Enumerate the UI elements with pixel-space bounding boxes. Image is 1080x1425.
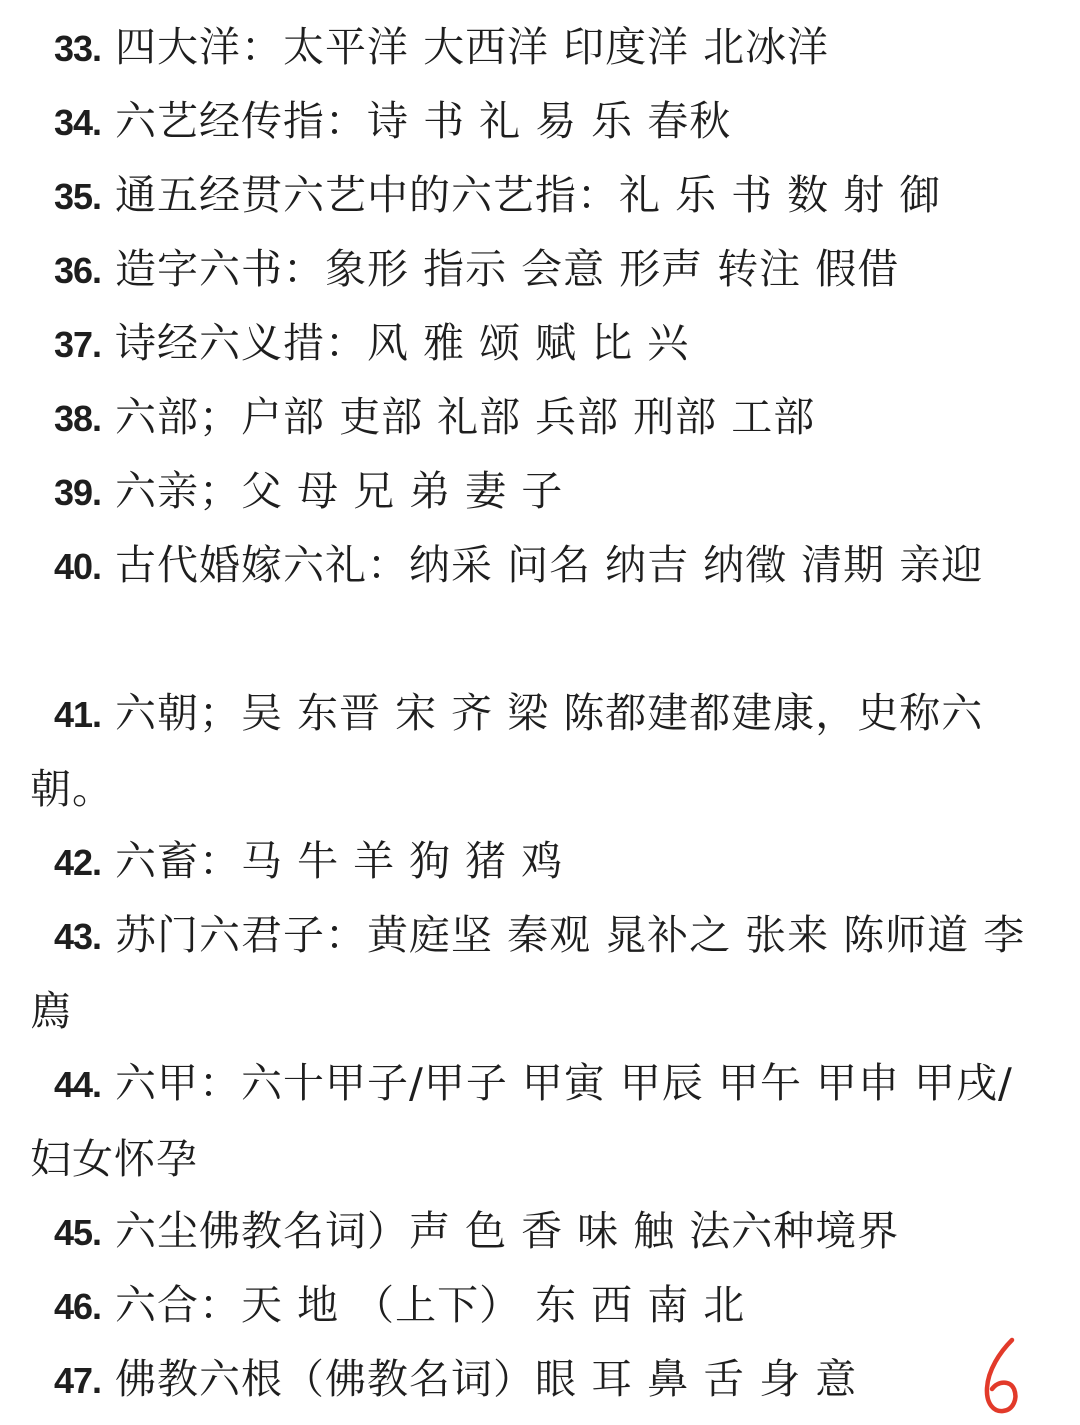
list-item bbox=[30, 528, 1040, 604]
item-text: 造字六书：象形 指示 会意 形声 转注 假借 bbox=[115, 245, 900, 293]
item-text: 六朝；吴 东晋 宋 齐 梁 陈都建都建康，史称六朝。 bbox=[30, 689, 984, 813]
item-number: 44. bbox=[54, 1064, 102, 1105]
item-number: 34. bbox=[54, 102, 102, 143]
item-number: 43. bbox=[54, 916, 102, 957]
item-text: 六合：天 地 （上下） 东 西 南 北 bbox=[115, 1281, 746, 1329]
item-number: 37. bbox=[54, 324, 102, 365]
list-item bbox=[30, 1194, 1040, 1270]
item-text: 六艺经传指：诗 书 礼 易 乐 春秋 bbox=[115, 97, 732, 145]
item-text: 四大洋：太平洋 大西洋 印度洋 北冰洋 bbox=[115, 23, 830, 71]
item-number: 42. bbox=[54, 842, 102, 883]
item-text: 佛教六根（佛教名词）眼 耳 鼻 舌 身 意 bbox=[115, 1355, 858, 1403]
item-number: 35. bbox=[54, 176, 102, 217]
item-number: 45. bbox=[54, 1212, 102, 1253]
list-item bbox=[30, 10, 1040, 86]
item-number: 41. bbox=[54, 694, 102, 735]
list-item bbox=[30, 84, 1040, 160]
item-text: 苏门六君子：黄庭坚 秦观 晁补之 张来 陈师道 李廌 bbox=[30, 911, 1026, 1035]
list-item bbox=[30, 1342, 1040, 1418]
item-number: 36. bbox=[54, 250, 102, 291]
item-text: 六畜：马 牛 羊 狗 猪 鸡 bbox=[115, 837, 564, 885]
list-item bbox=[30, 380, 1040, 456]
list-item bbox=[30, 1268, 1040, 1344]
item-text: 六尘佛教名词）声 色 香 味 触 法六种境界 bbox=[115, 1207, 900, 1255]
item-number: 33. bbox=[54, 28, 102, 69]
list-item bbox=[30, 676, 1040, 826]
item-text: 古代婚嫁六礼：纳采 问名 纳吉 纳徵 清期 亲迎 bbox=[115, 541, 984, 589]
list-item bbox=[30, 824, 1040, 900]
list-item bbox=[30, 158, 1040, 234]
item-number: 39. bbox=[54, 472, 102, 513]
list-item bbox=[30, 454, 1040, 530]
item-text: 六甲：六十甲子/甲子 甲寅 甲辰 甲午 甲申 甲戌/妇女怀孕 bbox=[30, 1059, 1013, 1183]
item-number: 40. bbox=[54, 546, 102, 587]
list-item bbox=[30, 898, 1040, 1048]
item-text: 六亲；父 母 兄 弟 妻 子 bbox=[115, 467, 564, 515]
list-item bbox=[30, 306, 1040, 382]
list-item bbox=[30, 232, 1040, 308]
item-text: 诗经六义措：风 雅 颂 赋 比 兴 bbox=[115, 319, 690, 367]
item-number: 47. bbox=[54, 1360, 102, 1401]
item-number: 38. bbox=[54, 398, 102, 439]
handwritten-page-number bbox=[978, 1336, 1028, 1416]
handwritten-stroke bbox=[987, 1340, 1015, 1411]
item-text: 通五经贯六艺中的六艺指：礼 乐 书 数 射 御 bbox=[115, 171, 942, 219]
list-item bbox=[30, 1046, 1040, 1196]
item-number: 46. bbox=[54, 1286, 102, 1327]
item-text: 六部；户部 吏部 礼部 兵部 刑部 工部 bbox=[115, 393, 816, 441]
